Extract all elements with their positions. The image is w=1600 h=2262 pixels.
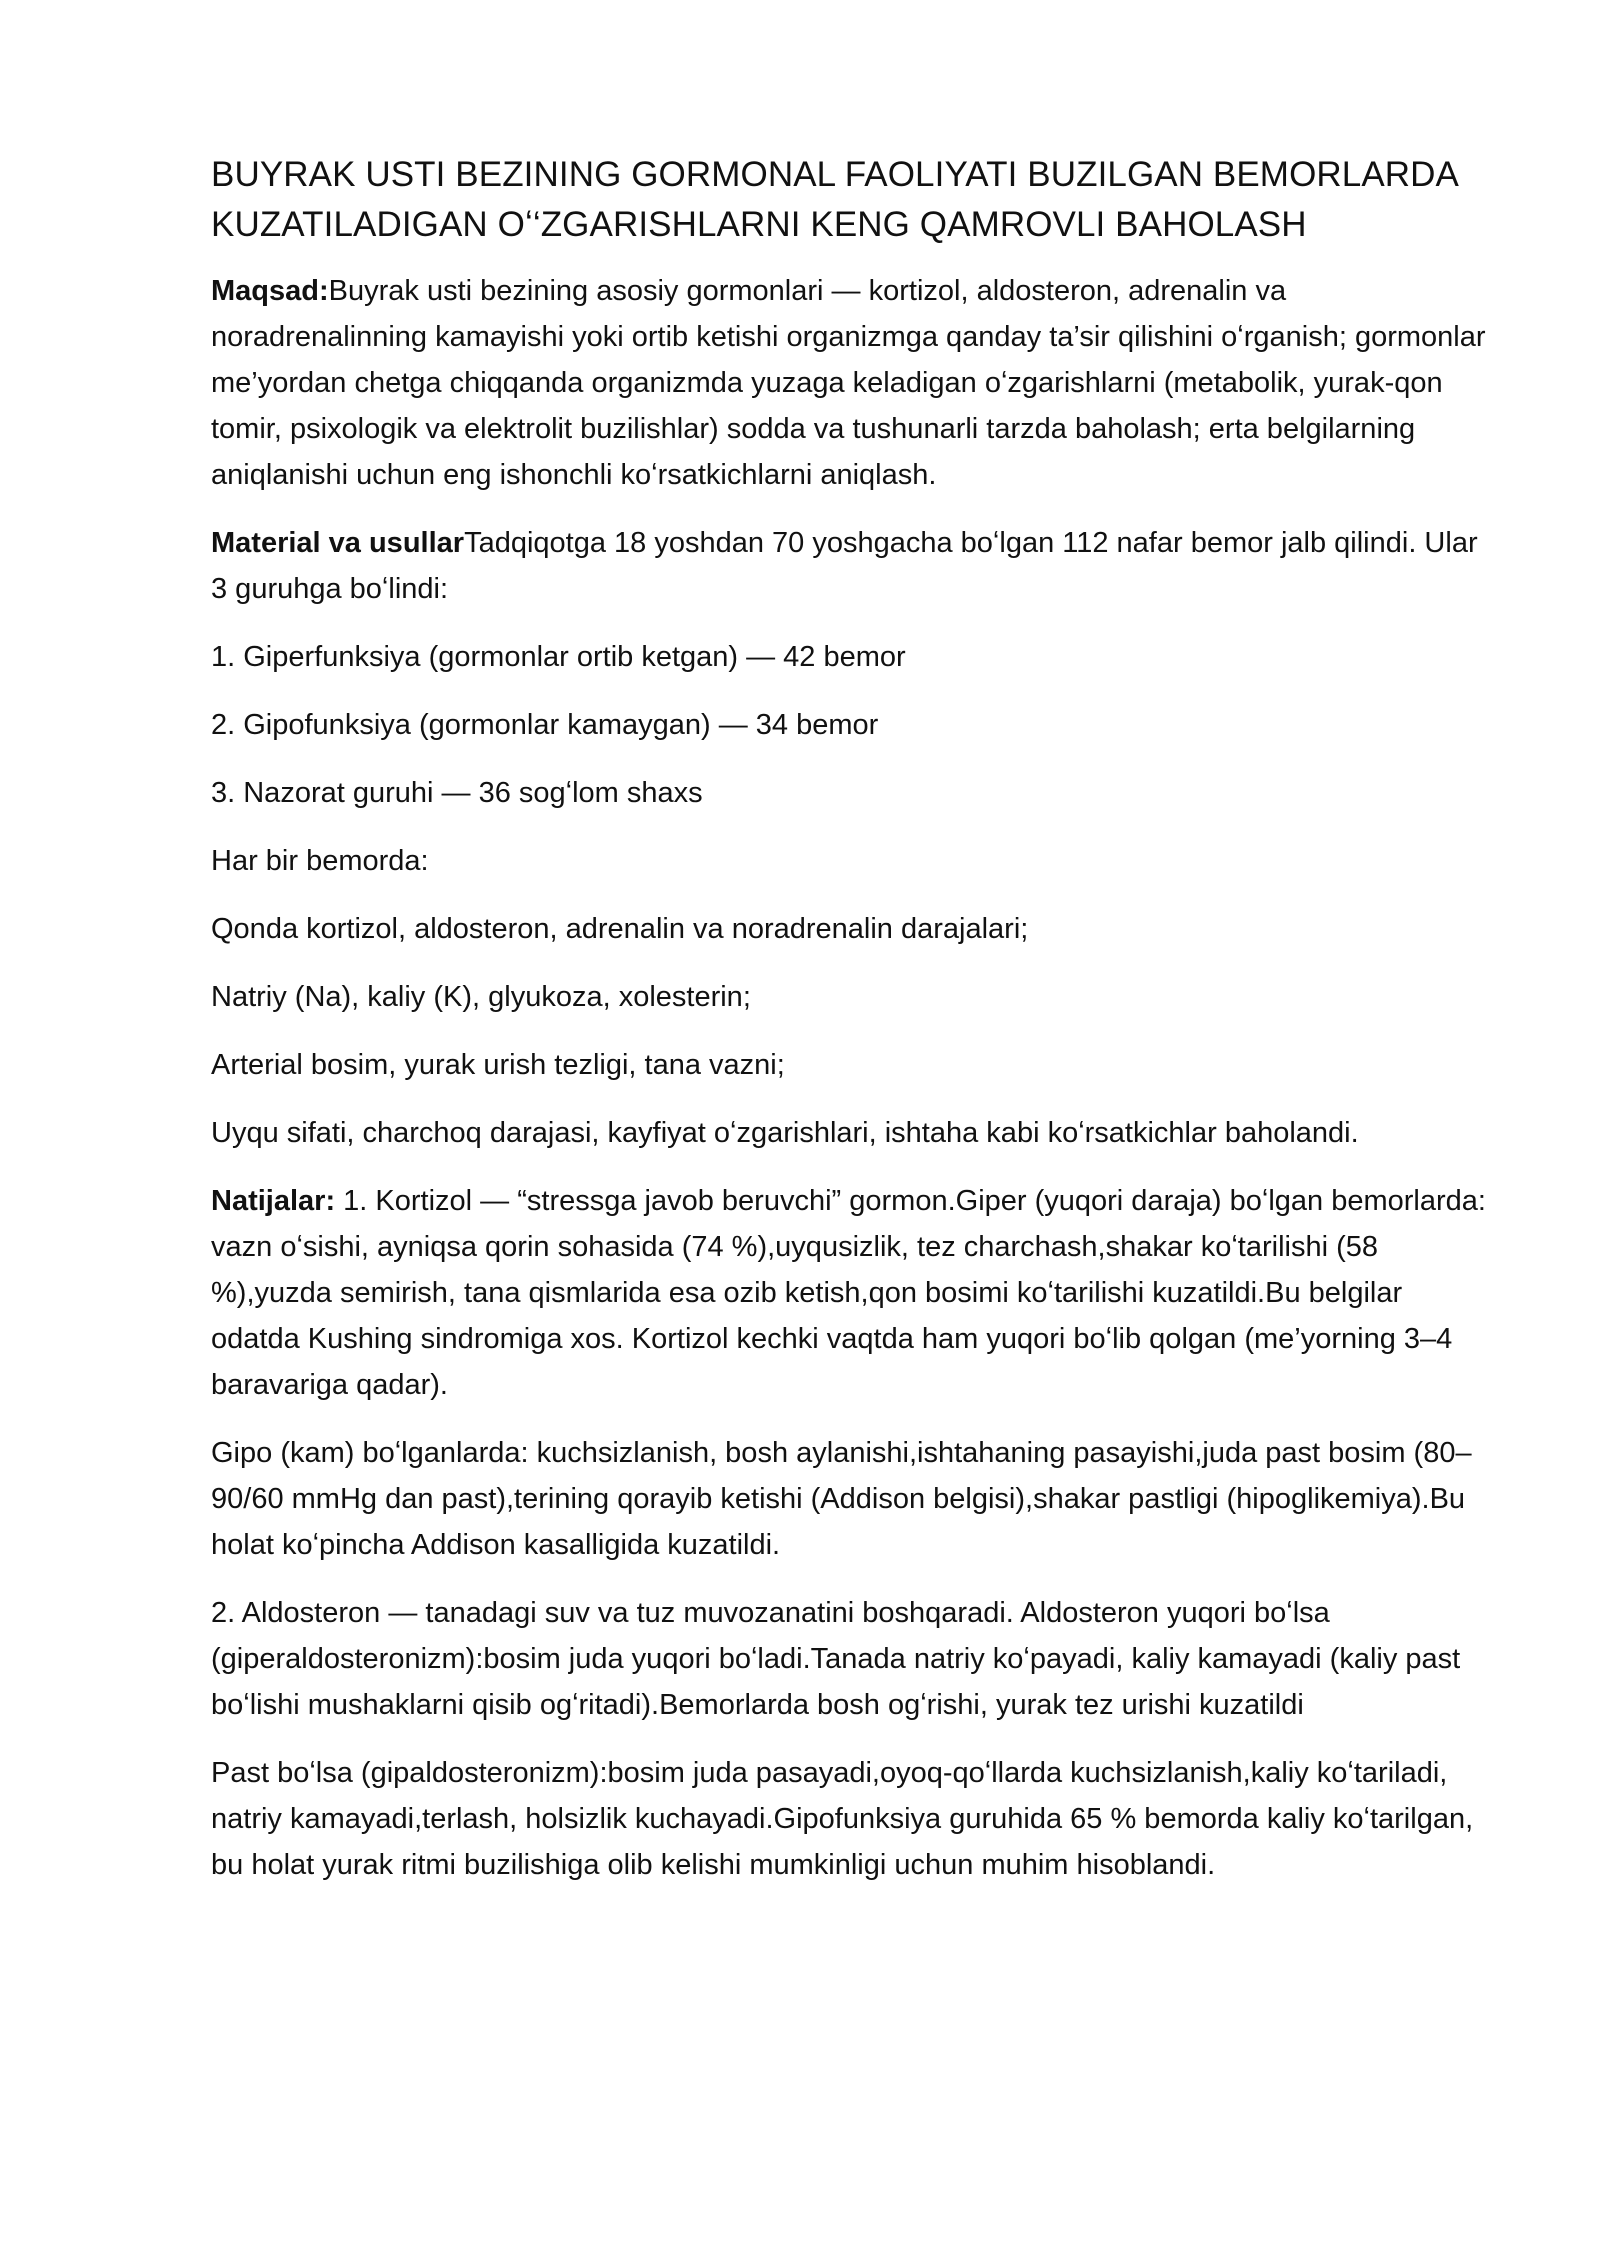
material-paragraph [211,520,1490,612]
maqsad-label: Maqsad: [211,275,329,307]
group-item-2: 2. Gipofunksiya (gormonlar kamaygan) — 34 bemor [211,709,879,741]
measure-item-2: Natriy (Na), kaliy (K), glyukoza, xolesterin; [211,981,751,1013]
maqsad-paragraph [211,268,1490,498]
natijalar-text: 1. Kortizol — “stressga javob beruvchi” gormon.Giper (yuqori daraja) boʻlgan bemorlarda: vazn oʻsishi, ayniqsa qorin sohasida (74 %),uyqusizlik, tez charchash,shakar koʻtarilishi (58 %),yuzda semirish, tana qismlarida esa ozib ketish,qon bosimi koʻtarilishi kuzatildi.Bu belgilar odatda Kushing sindromiga xos. Kortizol kechki vaqtda ham yuqori boʻlib qolgan (me’yorning 3–4 baravariga qadar). [211,1185,1486,1401]
measure-item-4: Uyqu sifati, charchoq darajasi, kayfiyat oʻzgarishlari, ishtaha kabi koʻrsatkichlar baholandi. [211,1117,1359,1149]
aldosteron-paragraph: 2. Aldosteron — tanadagi suv va tuz muvozanatini boshqaradi. Aldosteron yuqori boʻlsa (giperaldosteronizm):bosim juda yuqori boʻladi.Tanada natriy koʻpayadi, kaliy kamayadi (kaliy past boʻlishi mushaklarni qisib ogʻritadi).Bemorlarda bosh ogʻrishi, yurak tez urishi kuzatildi [211,1597,1461,1721]
natijalar-paragraph [211,1178,1490,1408]
material-text: Tadqiqotga 18 yoshdan 70 yoshgacha boʻlgan 112 nafar bemor jalb qilindi. Ular 3 guruhga boʻlindi: [211,527,1478,605]
maqsad-text: Buyrak usti bezining asosiy gormonlari — kortizol, aldosteron, adrenalin va noradrenalinning kamayishi yoki ortib ketishi organizmga qanday ta’sir qilishini oʻrganish; gormonlar me’yordan chetga chiqqanda organizmda yuzaga keladigan oʻzgarishlarni (metabolik, yurak-qon tomir, psixologik va elektrolit buzilishlar) sodda va tushunarli tarzda baholash; erta belgilarning aniqlanishi uchun eng ishonchli koʻrsatkichlarni aniqlash. [211,275,1486,491]
document-title [211,150,1490,250]
title-line-1: BUYRAK USTI BEZINING GORMONAL FAOLIYATI BUZILGAN BEMORLARDA [211,155,1459,194]
measure-item-1: Qonda kortizol, aldosteron, adrenalin va noradrenalin darajalari; [211,913,1029,945]
natijalar-label: Natijalar: [211,1185,336,1217]
measure-item-3: Arterial bosim, yurak urish tezligi, tana vazni; [211,1049,785,1081]
material-label: Material va usullar [211,527,465,559]
title-line-2: KUZATILADIGAN Oʻ‘ZGARISHLARNI KENG QAMROVLI BAHOLASH [211,205,1307,244]
group-item-3: 3. Nazorat guruhi — 36 sogʻlom shaxs [211,777,703,809]
gipo-paragraph: Gipo (kam) boʻlganlarda: kuchsizlanish, bosh aylanishi,ishtahaning pasayishi,juda past bosim (80–90/60 mmHg dan past),terining qorayib ketishi (Addison belgisi),shakar pastligi (hipoglikemiya).Bu holat koʻpincha Addison kasalligida kuzatildi. [211,1437,1472,1561]
har-bir-heading: Har bir bemorda: [211,845,429,877]
past-paragraph: Past boʻlsa (gipaldosteronizm):bosim juda pasayadi,oyoq-qoʻllarda kuchsizlanish,kaliy koʻtariladi, natriy kamayadi,terlash, holsizlik kuchayadi.Gipofunksiya guruhida 65 % bemorda kaliy koʻtarilgan, bu holat yurak ritmi buzilishiga olib kelishi mumkinligi uchun muhim hisoblandi. [211,1757,1474,1881]
group-item-1: 1. Giperfunksiya (gormonlar ortib ketgan) — 42 bemor [211,641,906,673]
